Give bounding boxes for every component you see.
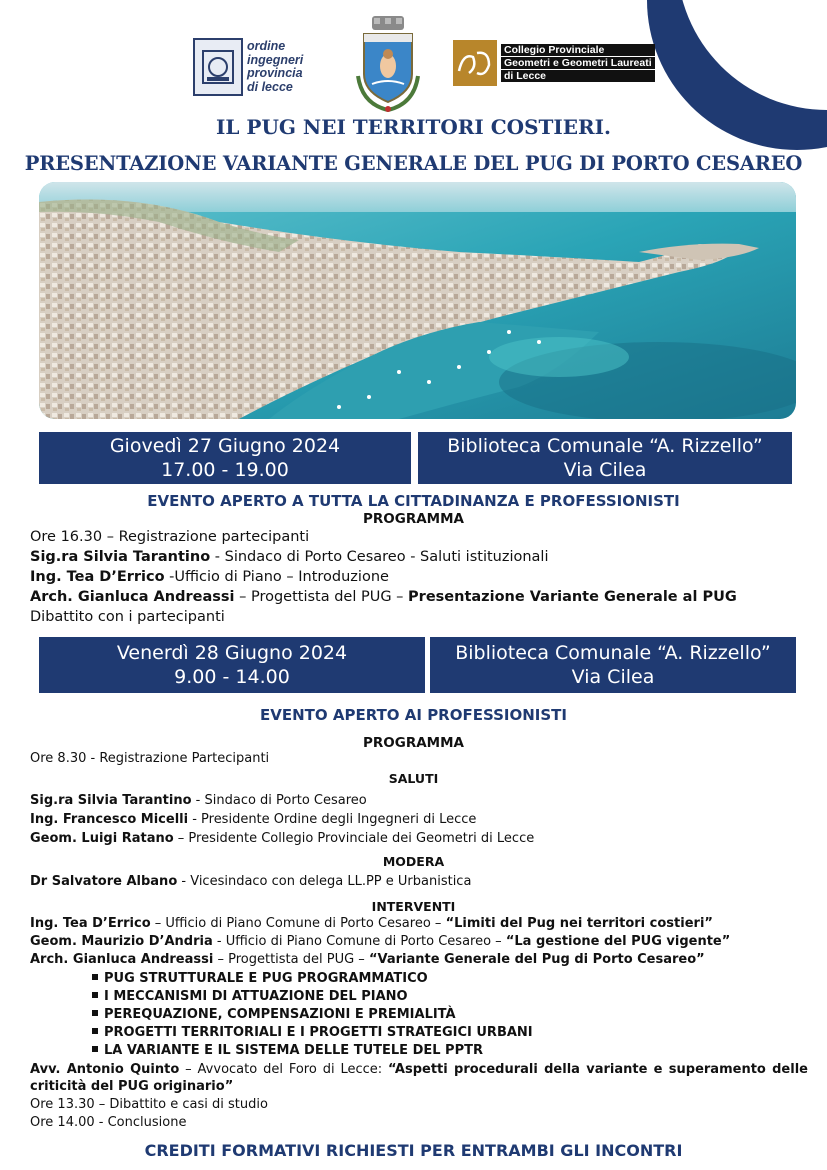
logo-ordine-ingegneri xyxy=(193,38,303,96)
list-item: I MECCANISMI DI ATTUAZIONE DEL PIANO xyxy=(92,988,533,1006)
bullet-square-icon xyxy=(92,1010,98,1016)
header-logos xyxy=(0,14,827,114)
bullet-square-icon xyxy=(92,1046,98,1052)
bullet-square-icon xyxy=(92,974,98,980)
event1-program-item: Ing. Tea D’Errico -Ufficio di Piano – Introduzione xyxy=(30,569,389,585)
porto-cesareo-crest-icon xyxy=(352,14,424,114)
event1-time: 17.00 - 19.00 xyxy=(161,459,289,481)
event2-saluti-item: Ing. Francesco Micelli - Presidente Ordine degli Ingegneri di Lecce xyxy=(30,812,477,827)
main-subtitle: PRESENTAZIONE VARIANTE GENERALE DEL PUG DI PORTO CESAREO xyxy=(24,152,803,175)
event1-date-banner xyxy=(39,432,411,484)
andreassi-topics-list xyxy=(92,970,533,1060)
event1-program-label: PROGRAMMA xyxy=(362,511,464,527)
main-title: IL PUG NEI TERRITORI COSTIERI. xyxy=(216,115,611,139)
logo-collegio-line: Geometri e Geometri Laureati xyxy=(501,57,655,69)
event2-quinto-item: Avv. Antonio Quinto – Avvocato del Foro di Lecce: “Aspetti procedurali della variante e superamento delle criticità del PUG originario” xyxy=(30,1062,808,1094)
footer-credits: CREDITI FORMATIVI RICHIESTI PER ENTRAMBI GLI INCONTRI xyxy=(144,1141,683,1160)
event2-date: Venerdì 28 Giugno 2024 xyxy=(116,642,348,664)
event2-date-banner xyxy=(39,637,425,693)
list-item: PROGETTI TERRITORIALI E I PROGETTI STRATEGICI URBANI xyxy=(92,1024,533,1042)
event2-interventi-item: Geom. Maurizio D’Andria - Ufficio di Piano Comune di Porto Cesareo – “La gestione del PUG vigente” xyxy=(30,934,731,949)
logo-collegio-line: di Lecce xyxy=(501,70,655,82)
aerial-photo-porto-cesareo xyxy=(39,182,796,419)
event2-interventi-label: INTERVENTI xyxy=(371,899,456,914)
logo-ordine-line: ingegneri xyxy=(247,52,304,67)
bullet-square-icon xyxy=(92,1028,98,1034)
event2-registration: Ore 8.30 - Registrazione Partecipanti xyxy=(30,751,270,766)
event2-saluti-item: Sig.ra Silvia Tarantino - Sindaco di Porto Cesareo xyxy=(30,793,367,808)
event1-venue-banner xyxy=(418,432,792,484)
event1-heading: EVENTO APERTO A TUTTA LA CITTADINANZA E PROFESSIONISTI xyxy=(147,492,680,510)
event2-closing-item: Ore 14.00 - Conclusione xyxy=(30,1115,187,1130)
logo-collegio-line: Collegio Provinciale xyxy=(501,44,655,56)
event2-interventi-item: Arch. Gianluca Andreassi – Progettista del PUG – “Variante Generale del Pug di Porto Cesareo” xyxy=(30,952,705,967)
logo-collegio-geometri xyxy=(453,40,655,86)
ordine-emblem-icon xyxy=(193,38,243,96)
event1-venue: Biblioteca Comunale “A. Rizzello” xyxy=(447,435,763,457)
collegio-emblem-icon xyxy=(453,40,497,86)
logo-ordine-line: di lecce xyxy=(247,79,293,94)
event2-modera-label: MODERA xyxy=(382,854,445,869)
event1-program-item: Sig.ra Silvia Tarantino - Sindaco di Porto Cesareo - Saluti istituzionali xyxy=(30,549,549,565)
event2-venue-banner xyxy=(430,637,796,693)
bullet-square-icon xyxy=(92,992,98,998)
list-item: PEREQUAZIONE, COMPENSAZIONI E PREMIALITÀ xyxy=(92,1006,533,1024)
event1-program-item: Ore 16.30 – Registrazione partecipanti xyxy=(30,529,310,545)
event2-venue: Biblioteca Comunale “A. Rizzello” xyxy=(455,642,771,664)
event1-program-item: Dibattito con i partecipanti xyxy=(30,609,225,625)
logo-ordine-line: provincia xyxy=(247,66,303,80)
event2-street: Via Cilea xyxy=(571,666,655,688)
event2-saluti-item: Geom. Luigi Ratano – Presidente Collegio Provinciale dei Geometri di Lecce xyxy=(30,831,535,846)
list-item: LA VARIANTE E IL SISTEMA DELLE TUTELE DEL PPTR xyxy=(92,1042,533,1060)
event2-interventi-item: Ing. Tea D’Errico – Ufficio di Piano Comune di Porto Cesareo – “Limiti del Pug nei territori costieri” xyxy=(30,916,713,931)
event2-program-label: PROGRAMMA xyxy=(362,735,464,751)
event2-time: 9.00 - 14.00 xyxy=(174,666,290,688)
event2-heading: EVENTO APERTO AI PROFESSIONISTI xyxy=(259,706,567,724)
event1-program-item: Arch. Gianluca Andreassi – Progettista del PUG – Presentazione Variante Generale al PUG xyxy=(30,589,737,605)
event1-date: Giovedì 27 Giugno 2024 xyxy=(109,435,341,457)
event2-saluti-label: SALUTI xyxy=(388,771,439,786)
event1-street: Via Cilea xyxy=(563,459,647,481)
event2-modera-item: Dr Salvatore Albano - Vicesindaco con delega LL.PP e Urbanistica xyxy=(30,874,472,889)
event2-closing-item: Ore 13.30 – Dibattito e casi di studio xyxy=(30,1097,268,1112)
list-item: PUG STRUTTURALE E PUG PROGRAMMATICO xyxy=(92,970,533,988)
logo-ordine-line: ordine xyxy=(247,39,286,53)
